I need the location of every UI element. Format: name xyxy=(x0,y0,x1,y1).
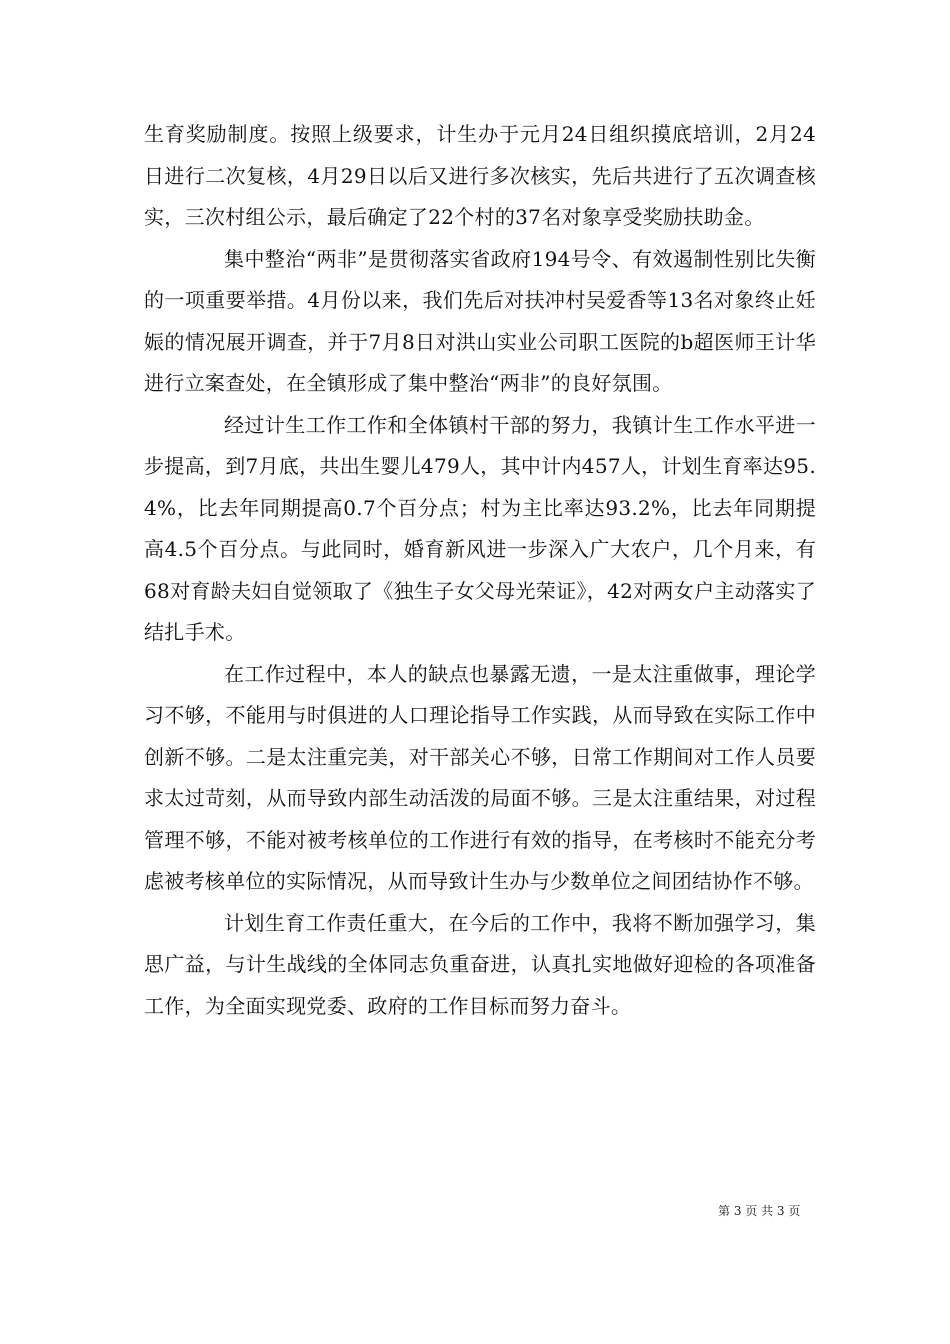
document-body xyxy=(144,114,816,1027)
page-number-footer: 第 3 页 共 3 页 xyxy=(718,1204,801,1218)
paragraph-shortcomings: 在工作过程中，本人的缺点也暴露无遗，一是太注重做事，理论学习不够，不能用与时俱进的人口理论指导工作实践，从而导致在实际工作中创新不够。二是太注重完美，对干部关心不够，日常工作期间对工作人员要求太过苛刻，从而导致内部生动活泼的局面不够。三是太注重结果，对过程管理不够，不能对被考核单位的工作进行有效的指导，在考核时不能充分考虑被考核单位的实际情况，从而导致计生办与少数单位之间团结协作不够。 xyxy=(144,661,816,893)
paragraph-work-results: 经过计生工作工作和全体镇村干部的努力，我镇计生工作水平进一步提高，到7月底，共出生婴儿479人，其中计内457人，计划生育率达95.4%，比去年同期提高0.7个百分点；村为主比率达93.2%，比去年同期提高4.5个百分点。与此同时，婚育新风进一步深入广大农户，几个月来，有68对育龄夫妇自觉领取了《独生子女父母光荣证》，42对两女户主动落实了结扎手术。 xyxy=(144,412,816,644)
paragraph-future-plans: 计划生育工作责任重大，在今后的工作中，我将不断加强学习，集思广益，与计生战线的全体同志负重奋进，认真扎实地做好迎检的各项准备工作，为全面实现党委、政府的工作目标而努力奋斗。 xyxy=(144,910,816,1018)
paragraph-continuation: 生育奖励制度。按照上级要求，计生办于元月24日组织摸底培训，2月24日进行二次复核，4月29日以后又进行多次核实，先后共进行了五次调查核实，三次村组公示，最后确定了22个村的37名对象享受奖励扶助金。 xyxy=(144,122,816,229)
paragraph-two-non-rectification: 集中整治“两非”是贯彻落实省政府194号令、有效遏制性别比失衡的一项重要举措。4月份以来，我们先后对扶冲村吴爱香等13名对象终止妊娠的情况展开调查，并于7月8日对洪山实业公司职工医院的b超医师王计华进行立案查处，在全镇形成了集中整治“两非”的良好氛围。 xyxy=(144,246,816,395)
